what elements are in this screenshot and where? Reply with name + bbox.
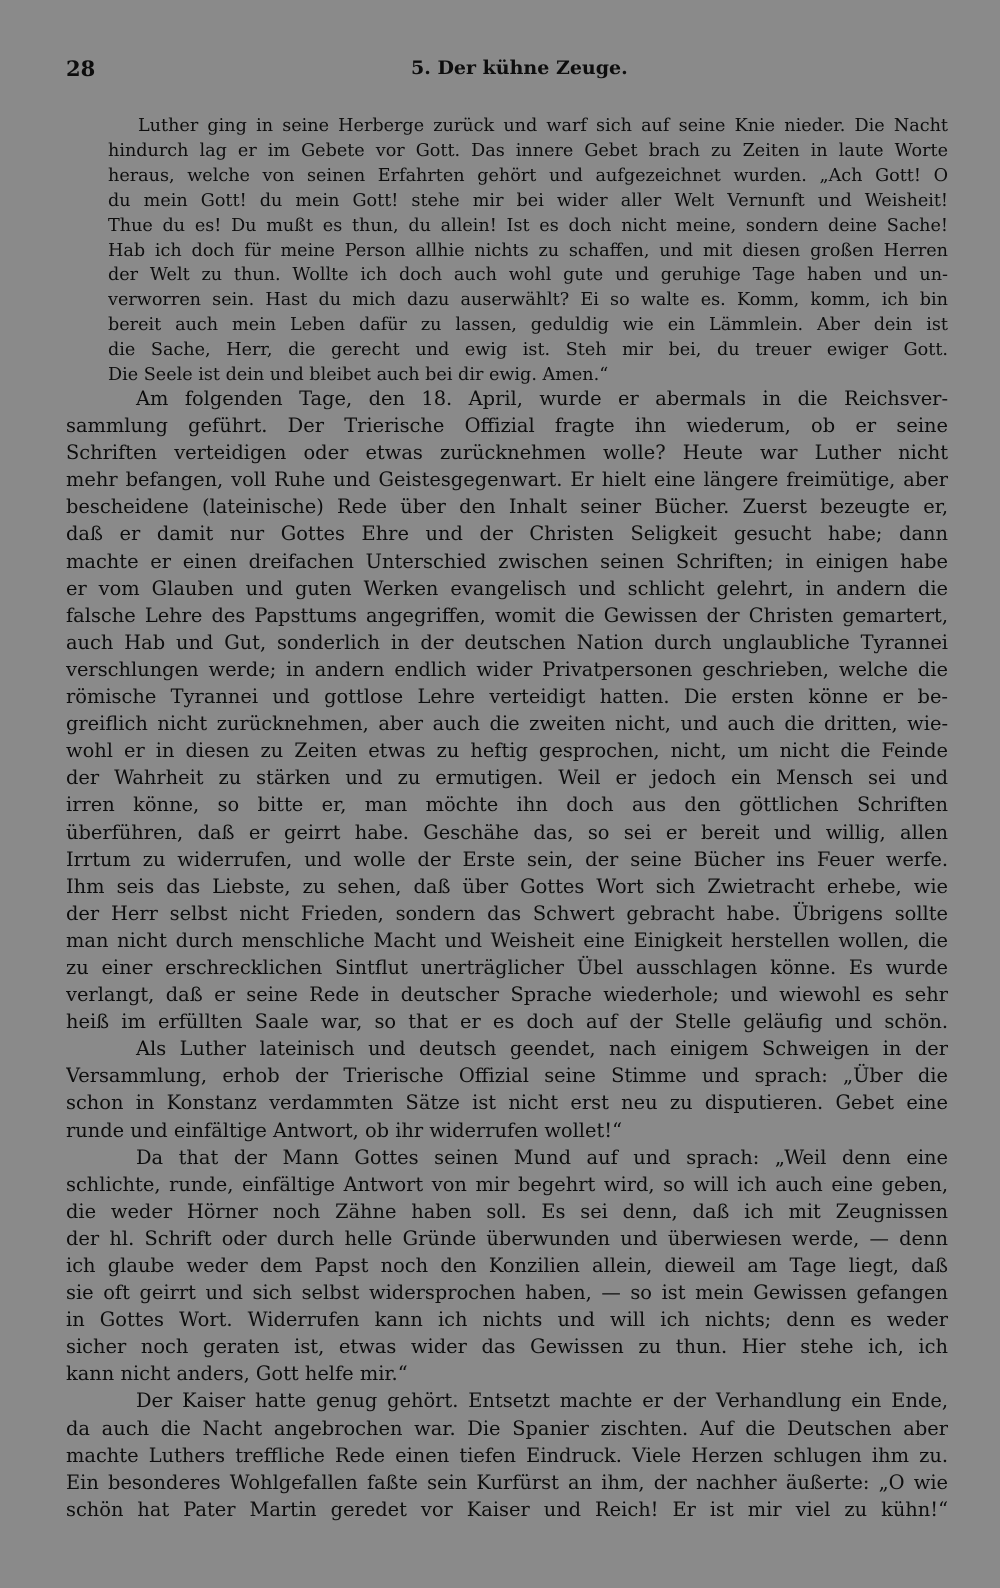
text-line: Ihm seis das Liebste, zu sehen, daß über Gottes Wort sich Zwietracht erhebe, wie bbox=[66, 874, 948, 898]
text-line: die Sache, Herr, die gerecht und ewig ist. Steh mir bei, du treuer ewiger Gott. bbox=[108, 340, 948, 361]
prayer-quote-block bbox=[108, 114, 948, 388]
text-line: Irrtum zu widerrufen, und wolle der Erste sein, der seine Bücher ins Feuer werfe. bbox=[66, 847, 948, 871]
text-line: Da that der Mann Gottes seinen Mund auf und sprach: „Weil denn eine bbox=[136, 1145, 948, 1169]
text-line: heraus, welche von seinen Erfahrten gehört und aufgezeichnet wurden. „Ach Gott! O bbox=[108, 165, 948, 186]
text-line: hindurch lag er im Gebete vor Gott. Das innere Gebet brach zu Zeiten in laute Worte bbox=[108, 140, 948, 161]
text-line: da auch die Nacht angebrochen war. Die Spanier zischten. Auf die Deutschen aber bbox=[66, 1416, 948, 1440]
text-line: falsche Lehre des Papsttums angegriffen, womit die Gewissen der Christen gemartert, bbox=[66, 603, 948, 627]
text-line: Thue du es! Du mußt es thun, du allein! Ist es doch nicht meine, sondern deine Sache! bbox=[108, 215, 948, 236]
text-line: schlichte, runde, einfältige Antwort von mir begehrt wird, so will ich auch eine geben, bbox=[66, 1172, 948, 1196]
text-line: Als Luther lateinisch und deutsch geendet, nach einigem Schweigen in der bbox=[136, 1037, 948, 1061]
text-line: sie oft geirrt und sich selbst widersprochen haben, — so ist mein Gewissen gefangen bbox=[66, 1281, 948, 1305]
text-line: Der Kaiser hatte genug gehört. Entsetzt machte er der Verhandlung ein Ende, bbox=[136, 1389, 948, 1413]
text-line: der hl. Schrift oder durch helle Gründe überwunden und überwiesen werde, — denn bbox=[66, 1226, 948, 1250]
text-line: er vom Glauben und guten Werken evangelisch und schlicht gelehrt, in andern die bbox=[66, 576, 948, 600]
text-line: greiflich nicht zurücknehmen, aber auch die zweiten nicht, und auch die dritten, wie- bbox=[66, 712, 948, 736]
text-line: runde und einfältige Antwort, ob ihr widerrufen wollet!“ bbox=[66, 1118, 622, 1142]
text-line: Am folgenden Tage, den 18. April, wurde er abermals in die Reichsver- bbox=[136, 387, 948, 410]
text-line: man nicht durch menschliche Macht und Weisheit eine Einigkeit herstellen wollen, die bbox=[66, 928, 948, 952]
text-line: machte er einen dreifachen Unterschied zwischen seinen Schriften; in einigen habe bbox=[66, 549, 948, 573]
text-line: bereit auch mein Leben dafür zu lassen, geduldig wie ein Lämmlein. Aber dein ist bbox=[108, 315, 948, 336]
text-line: daß er damit nur Gottes Ehre und der Christen Seligkeit gesucht habe; dann bbox=[66, 522, 948, 546]
text-line: auch Hab und Gut, sonderlich in der deutschen Nation durch unglaubliche Tyrannei bbox=[66, 630, 948, 654]
text-line: sicher noch geraten ist, etwas wider das Gewissen zu thun. Hier stehe ich, ich bbox=[66, 1335, 948, 1359]
page-number: 28 bbox=[66, 56, 96, 81]
text-line: römische Tyrannei und gottlose Lehre verteidigt hatten. Die ersten könne er be- bbox=[66, 685, 948, 709]
text-line: der Welt zu thun. Wollte ich doch auch wohl gute und geruhige Tage haben und un- bbox=[108, 265, 948, 286]
text-line: machte Luthers treffliche Rede einen tiefen Eindruck. Viele Herzen schlugen ihm zu. bbox=[66, 1443, 948, 1467]
text-line: Schriften verteidigen oder etwas zurücknehmen wolle? Heute war Luther nicht bbox=[66, 441, 948, 465]
text-line: mehr befangen, voll Ruhe und Geistesgegenwart. Er hielt eine längere freimütige, aber bbox=[66, 468, 948, 492]
page-header bbox=[66, 56, 956, 88]
text-line: Hab ich doch für meine Person allhie nichts zu schaffen, und mit diesen großen Herren bbox=[108, 240, 948, 261]
text-line: verschlungen werde; in andern endlich wider Privatpersonen geschrieben, welche die bbox=[66, 657, 948, 681]
text-line: verlangt, daß er seine Rede in deutscher Sprache wiederhole; und wiewohl es sehr bbox=[66, 983, 948, 1007]
text-line: die weder Hörner noch Zähne haben soll. Es sei denn, daß ich mit Zeugnissen bbox=[66, 1199, 948, 1223]
body-text bbox=[66, 385, 948, 1523]
text-line: der Wahrheit zu stärken und zu ermutigen. Weil er jedoch ein Mensch sei und bbox=[66, 766, 948, 790]
text-line: sammlung geführt. Der Trierische Offizial fragte ihn wiederum, ob er seine bbox=[66, 414, 948, 438]
text-line: wohl er in diesen zu Zeiten etwas zu heftig gesprochen, nicht, um nicht die Feinde bbox=[66, 739, 948, 763]
text-line: Versammlung, erhob der Trierische Offizial seine Stimme und sprach: „Über die bbox=[66, 1064, 948, 1088]
text-line: bescheidene (lateinische) Rede über den Inhalt seiner Bücher. Zuerst bezeugte er, bbox=[66, 495, 948, 519]
text-line: überführen, daß er geirrt habe. Geschähe das, so sei er bereit und willig, allen bbox=[66, 820, 948, 844]
text-line: der Herr selbst nicht Frieden, sondern das Schwert gebracht habe. Übrigens sollte bbox=[66, 901, 948, 925]
text-line: zu einer erschrecklichen Sintflut unerträglicher Übel ausschlagen könne. Es wurde bbox=[66, 955, 948, 979]
text-line: heiß im erfüllten Saale war, so that er es doch auf der Stelle geläufig und schön. bbox=[66, 1010, 948, 1034]
text-line: Luther ging in seine Herberge zurück und warf sich auf seine Knie nieder. Die Nacht bbox=[138, 116, 948, 136]
text-line: irren könne, so bitte er, man möchte ihn doch aus den göttlichen Schriften bbox=[66, 793, 948, 817]
text-line: schön hat Pater Martin geredet vor Kaiser und Reich! Er ist mir viel zu kühn!“ bbox=[66, 1497, 948, 1521]
text-line: Ein besonderes Wohlgefallen faßte sein Kurfürst an ihm, der nachher äußerte: „O wie bbox=[66, 1470, 948, 1494]
text-line: kann nicht anders, Gott helfe mir.“ bbox=[66, 1362, 408, 1386]
text-line: du mein Gott! du mein Gott! stehe mir bei wider aller Welt Vernunft und Weisheit! bbox=[108, 190, 948, 211]
text-line: verworren sein. Hast du mich dazu auserwählt? Ei so walte es. Komm, komm, ich bin bbox=[108, 290, 948, 311]
text-line: in Gottes Wort. Widerrufen kann ich nichts und will ich nichts; denn es weder bbox=[66, 1308, 948, 1332]
text-line: schon in Konstanz verdammten Sätze ist nicht erst neu zu disputieren. Gebet eine bbox=[66, 1091, 948, 1115]
running-head: 5. Der kühne Zeuge. bbox=[411, 57, 628, 79]
text-line: Die Seele ist dein und bleibet auch bei dir ewig. Amen.“ bbox=[108, 365, 609, 386]
text-line: ich glaube weder dem Papst noch den Konzilien allein, dieweil am Tage liegt, daß bbox=[66, 1254, 948, 1277]
